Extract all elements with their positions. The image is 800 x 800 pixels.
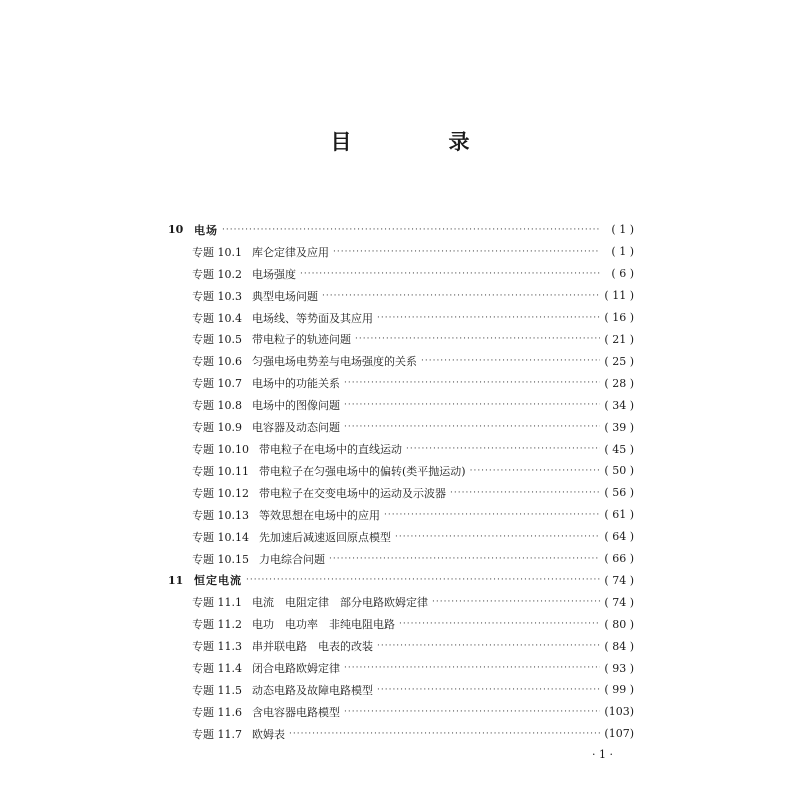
toc-entry-title: 带电粒子的轨迹问题 [252,333,351,347]
toc-leader-dots [289,729,600,739]
toc-chapter-row[interactable] [168,570,634,592]
toc-topic-row[interactable] [168,701,634,723]
toc-entry-page: ( 61 ) [604,508,634,522]
toc-entry-title: 动态电路及故障电路模型 [252,683,373,697]
toc-leader-dots [344,663,600,673]
toc-entry-number: 专题 11.2 [192,618,242,632]
toc-topic-row[interactable] [168,241,634,263]
toc-entry-number: 专题 11.4 [192,662,242,676]
toc-topic-row[interactable] [168,526,634,548]
toc-leader-dots [355,334,600,344]
toc-entry-page: ( 74 ) [604,595,634,609]
toc-topic-row[interactable] [168,723,634,745]
toc-entry-page: ( 64 ) [604,530,634,544]
toc-entry-title: 电场 [194,223,218,237]
toc-entry-number: 专题 11.1 [192,596,242,610]
toc-entry-title: 电场强度 [252,267,296,281]
toc-entry-title: 匀强电场电势差与电场强度的关系 [252,355,417,369]
toc-topic-row[interactable] [168,548,634,570]
toc-topic-row[interactable] [168,416,634,438]
page-title: 目 录 [330,130,508,154]
toc-entry-page: ( 28 ) [604,376,634,390]
toc-entry-page: ( 80 ) [604,617,634,631]
toc-topic-row[interactable] [168,679,634,701]
toc-entry-title: 电场中的图像问题 [252,399,340,413]
toc-topic-row[interactable] [168,307,634,329]
toc-entry-title: 电流 电阻定律 部分电路欧姆定律 [252,596,428,610]
footer-page-number: · 1 · [592,748,613,761]
toc-topic-row[interactable] [168,613,634,635]
toc-entry-title: 含电容器电路模型 [252,705,340,719]
toc-entry-number: 专题 10.5 [192,333,242,347]
toc-leader-dots [344,707,600,717]
toc-entry-title: 电场中的功能关系 [252,377,340,391]
toc-topic-row[interactable] [168,372,634,394]
toc-entry-number: 11 [168,573,184,587]
toc-leader-dots [470,466,600,476]
toc-entry-title: 等效思想在电场中的应用 [259,508,380,522]
toc-entry-number: 专题 10.7 [192,377,242,391]
toc-leader-dots [450,488,600,498]
toc-leader-dots [421,356,600,366]
toc-entry-title: 电功 电功率 非纯电阻电路 [252,618,395,632]
toc-leader-dots [432,597,600,607]
toc-topic-row[interactable] [168,482,634,504]
toc-entry-title: 库仑定律及应用 [252,245,329,259]
toc-leader-dots [300,269,600,279]
toc-entry-number: 专题 10.8 [192,399,242,413]
toc-entry-number: 专题 10.15 [192,552,249,566]
toc-entry-number: 专题 10.11 [192,464,249,478]
toc-entry-number: 专题 11.6 [192,705,242,719]
toc-entry-title: 欧姆表 [252,727,285,741]
toc-entry-page: ( 39 ) [604,420,634,434]
toc-chapter-row[interactable] [168,219,634,241]
toc-entry-title: 恒定电流 [194,574,242,588]
toc-topic-row[interactable] [168,460,634,482]
toc-topic-row[interactable] [168,438,634,460]
toc-leader-dots [344,400,600,410]
toc-entry-number: 专题 10.10 [192,443,249,457]
toc-leader-dots [333,247,600,257]
toc-entry-number: 专题 10.3 [192,289,242,303]
toc-leader-dots [399,619,600,629]
toc-topic-row[interactable] [168,635,634,657]
toc-entry-title: 串并联电路 电表的改装 [252,640,373,654]
toc-entry-page: ( 45 ) [604,442,634,456]
toc-entry-title: 典型电场问题 [252,289,318,303]
toc-entry-page: ( 99 ) [604,683,634,697]
toc-leader-dots [344,422,600,432]
toc-topic-row[interactable] [168,591,634,613]
toc-entry-title: 带电粒子在交变电场中的运动及示波器 [259,486,446,500]
toc-entry-title: 先加速后减速返回原点模型 [259,530,391,544]
toc-entry-page: ( 6 ) [611,267,634,281]
toc-entry-number: 专题 10.9 [192,421,242,435]
toc-entry-number: 专题 10.12 [192,486,249,500]
toc-topic-row[interactable] [168,504,634,526]
toc-entry-page: ( 16 ) [604,311,634,325]
toc-entry-title: 带电粒子在电场中的直线运动 [259,443,402,457]
toc-entry-title: 力电综合问题 [259,552,325,566]
toc-entry-page: ( 50 ) [604,464,634,478]
toc-topic-row[interactable] [168,263,634,285]
toc-entry-page: ( 66 ) [604,552,634,566]
toc-leader-dots [377,313,600,323]
toc-entry-number: 10 [168,223,184,237]
toc-entry-number: 专题 10.2 [192,267,242,281]
toc-leader-dots [377,685,600,695]
toc-leader-dots [406,444,600,454]
toc-topic-row[interactable] [168,285,634,307]
toc-entry-number: 专题 11.3 [192,640,242,654]
toc-leader-dots [329,554,600,564]
table-of-contents [168,219,634,745]
toc-entry-page: ( 1 ) [611,223,634,237]
toc-entry-number: 专题 11.7 [192,727,242,741]
toc-entry-title: 电容器及动态问题 [252,421,340,435]
toc-leader-dots [246,575,600,585]
toc-entry-page: ( 93 ) [604,661,634,675]
toc-topic-row[interactable] [168,657,634,679]
toc-entry-number: 专题 10.6 [192,355,242,369]
toc-entry-page: ( 1 ) [611,245,634,259]
toc-topic-row[interactable] [168,394,634,416]
toc-entry-page: ( 56 ) [604,486,634,500]
toc-entry-number: 专题 10.1 [192,245,242,259]
toc-entry-number: 专题 11.5 [192,683,242,697]
toc-entry-number: 专题 10.14 [192,530,249,544]
toc-entry-page: ( 11 ) [604,289,634,303]
toc-entry-page: ( 34 ) [604,398,634,412]
toc-entry-page: ( 21 ) [604,332,634,346]
toc-entry-title: 电场线、等势面及其应用 [252,311,373,325]
toc-entry-page: ( 25 ) [604,354,634,368]
toc-leader-dots [377,641,600,651]
toc-leader-dots [395,532,600,542]
toc-entry-number: 专题 10.13 [192,508,249,522]
toc-entry-title: 带电粒子在匀强电场中的偏转(类平抛运动) [259,464,466,478]
toc-leader-dots [322,291,600,301]
toc-leader-dots [384,510,600,520]
toc-topic-row[interactable] [168,329,634,351]
toc-topic-row[interactable] [168,350,634,372]
toc-entry-number: 专题 10.4 [192,311,242,325]
toc-entry-page: (103) [604,705,634,719]
toc-leader-dots [344,378,600,388]
toc-leader-dots [222,225,600,235]
toc-entry-page: ( 74 ) [604,573,634,587]
toc-entry-page: ( 84 ) [604,639,634,653]
toc-entry-title: 闭合电路欧姆定律 [252,662,340,676]
toc-entry-page: (107) [604,727,634,741]
